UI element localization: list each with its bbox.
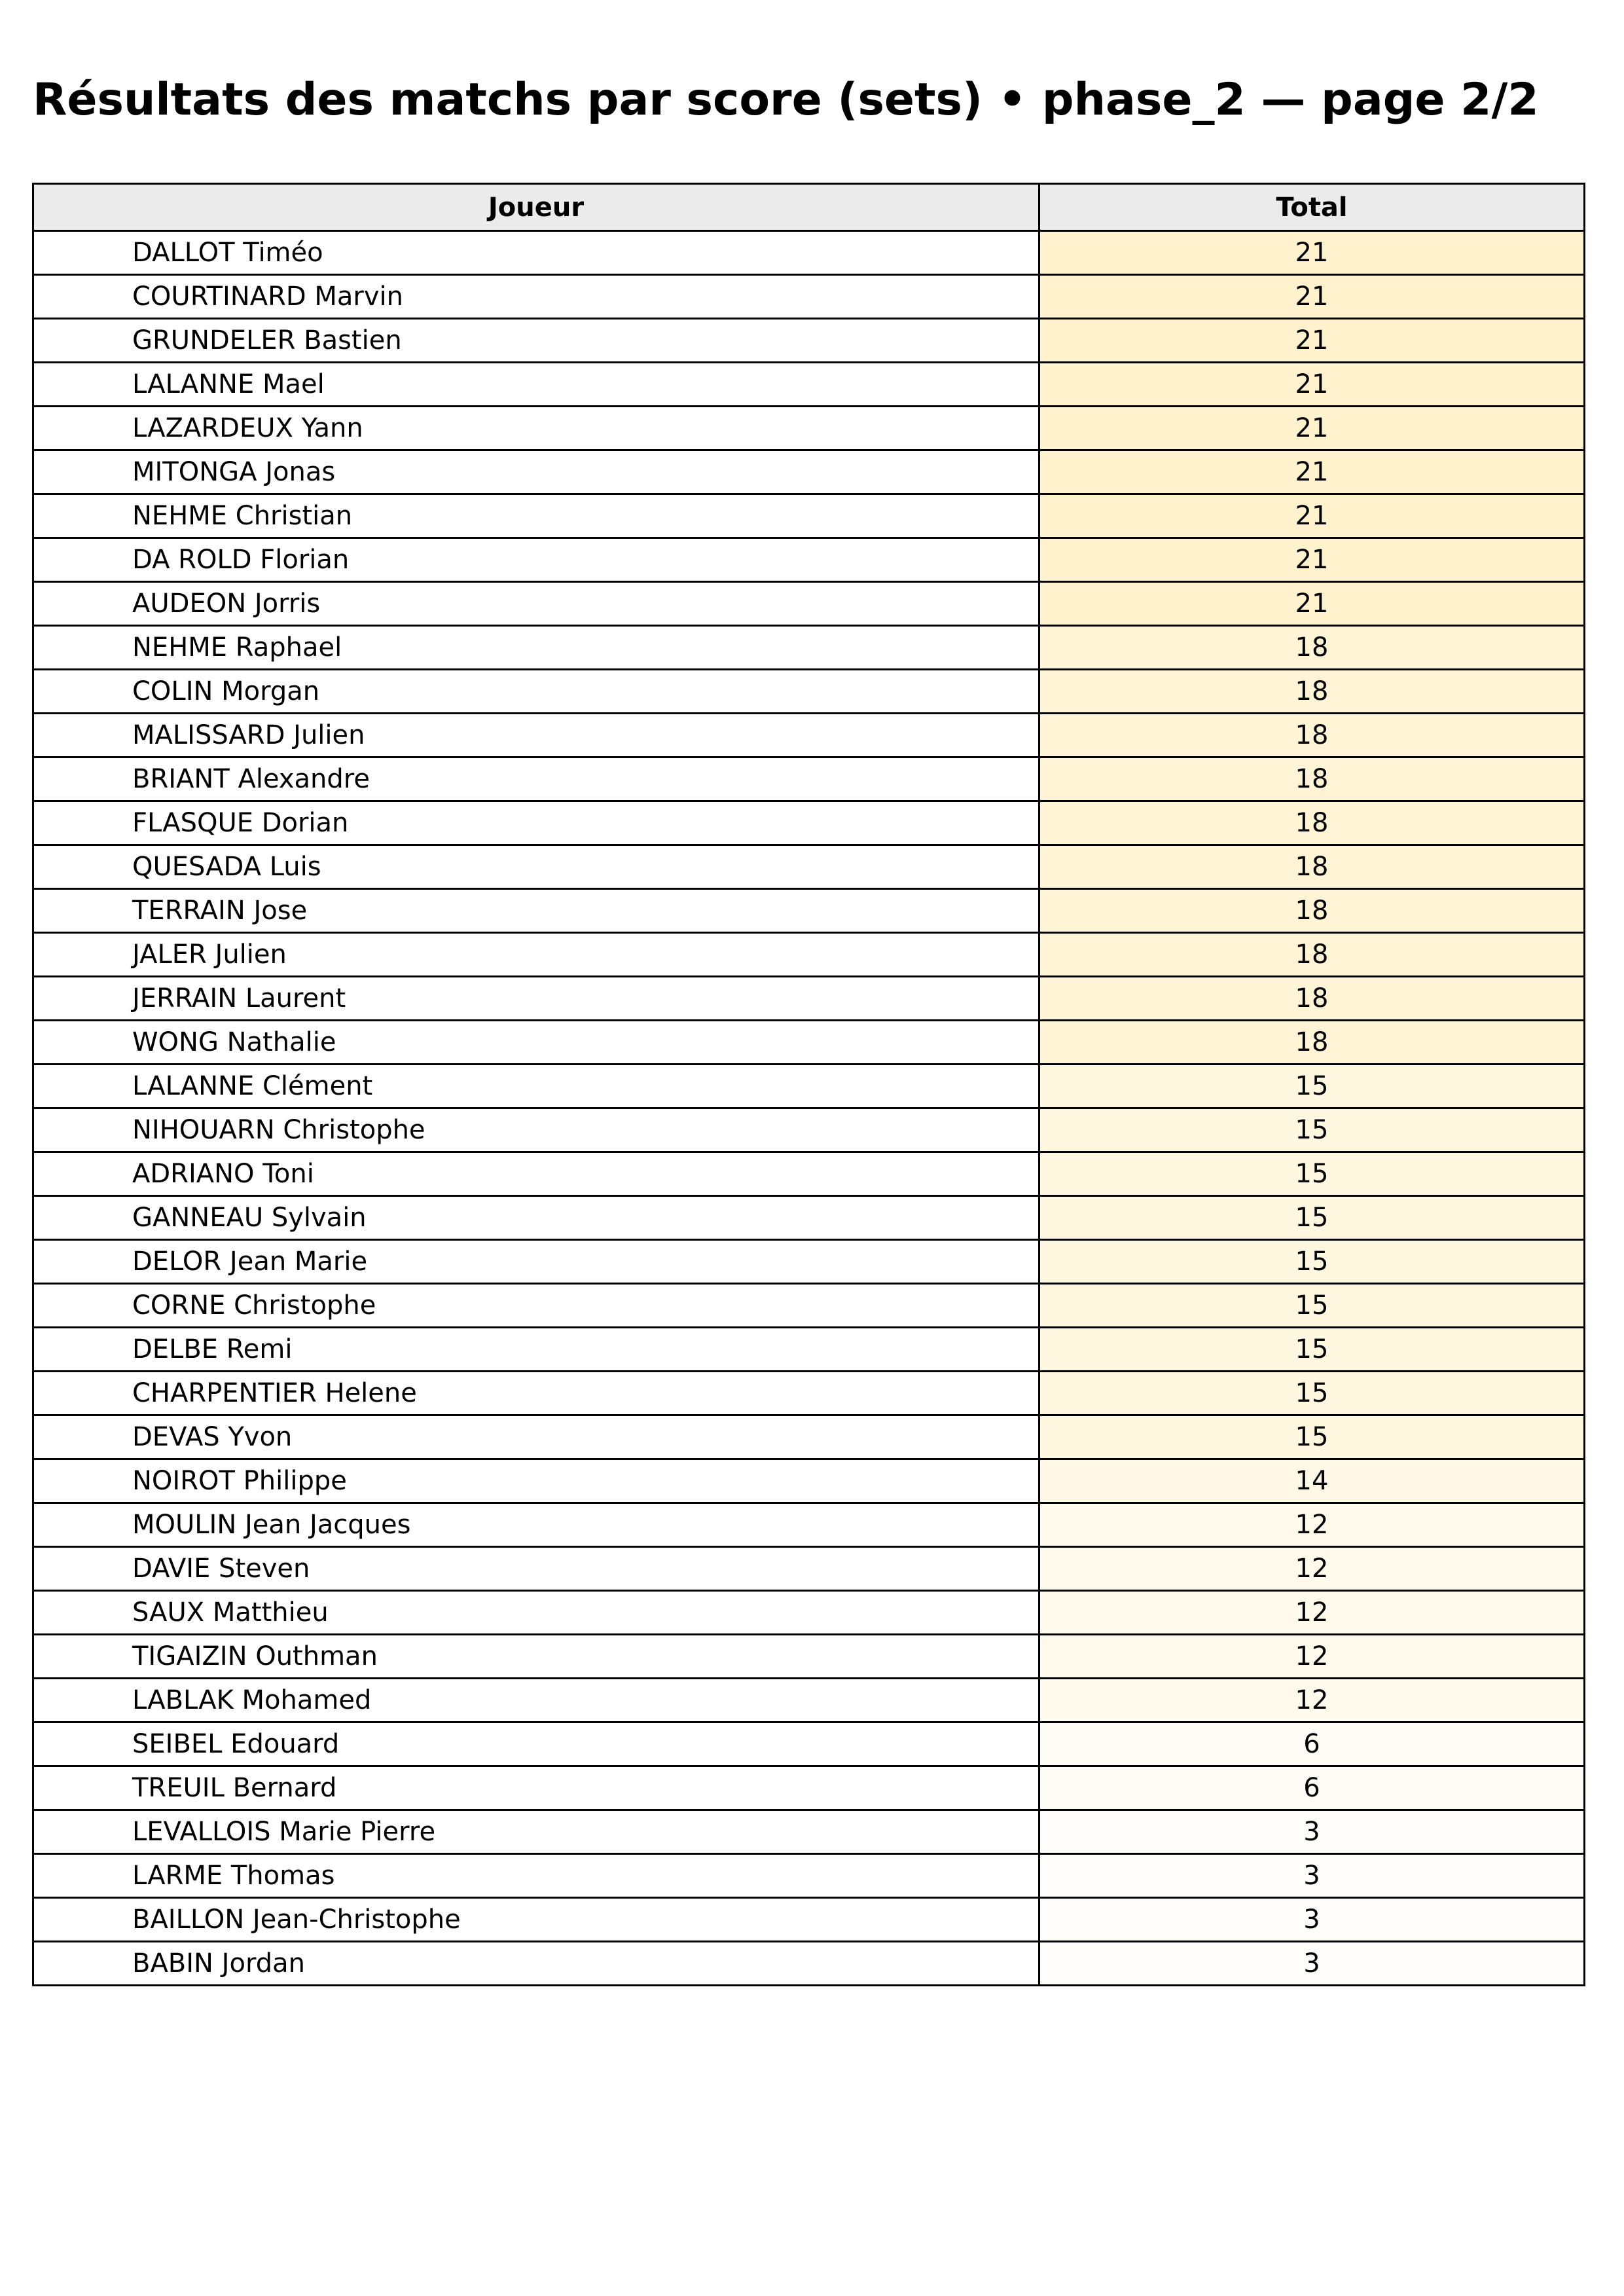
- table-row: [33, 1766, 1585, 1810]
- player-name-cell: CHARPENTIER Helene: [33, 1372, 1039, 1415]
- total-cell: 3: [1039, 1810, 1585, 1854]
- total-cell: 12: [1039, 1635, 1585, 1679]
- total-cell: 21: [1039, 494, 1585, 538]
- player-name-cell: FLASQUE Dorian: [33, 801, 1039, 845]
- total-cell: 12: [1039, 1679, 1585, 1722]
- table-row: [33, 319, 1585, 363]
- table-row: [33, 670, 1585, 714]
- player-name-cell: DALLOT Timéo: [33, 231, 1039, 275]
- table-row: [33, 1854, 1585, 1898]
- table-header: [33, 184, 1585, 231]
- table-row: [33, 1810, 1585, 1854]
- table-row: [33, 1898, 1585, 1942]
- table-row: [33, 1591, 1585, 1635]
- column-header-total: Total: [1039, 184, 1585, 231]
- total-cell: 18: [1039, 1021, 1585, 1065]
- total-cell: 15: [1039, 1065, 1585, 1108]
- total-cell: 12: [1039, 1547, 1585, 1591]
- table-row: [33, 363, 1585, 407]
- player-name-cell: DA ROLD Florian: [33, 538, 1039, 582]
- total-cell: 6: [1039, 1722, 1585, 1766]
- total-cell: 18: [1039, 626, 1585, 670]
- player-name-cell: SAUX Matthieu: [33, 1591, 1039, 1635]
- player-name-cell: DELOR Jean Marie: [33, 1240, 1039, 1284]
- total-cell: 18: [1039, 889, 1585, 933]
- total-cell: 18: [1039, 977, 1585, 1021]
- player-name-cell: DELBE Remi: [33, 1328, 1039, 1372]
- table-row: [33, 1942, 1585, 1986]
- table-row: [33, 450, 1585, 494]
- total-cell: 21: [1039, 450, 1585, 494]
- total-cell: 12: [1039, 1503, 1585, 1547]
- table-row: [33, 977, 1585, 1021]
- table-row: [33, 1240, 1585, 1284]
- total-cell: 15: [1039, 1240, 1585, 1284]
- total-cell: 15: [1039, 1152, 1585, 1196]
- total-cell: 21: [1039, 275, 1585, 319]
- table-row: [33, 275, 1585, 319]
- total-cell: 15: [1039, 1415, 1585, 1459]
- table-row: [33, 801, 1585, 845]
- player-name-cell: BABIN Jordan: [33, 1942, 1039, 1986]
- page-title: Résultats des matchs par score (sets) • phase_2 — page 2/2: [33, 74, 1539, 126]
- total-cell: 21: [1039, 407, 1585, 450]
- total-cell: 21: [1039, 363, 1585, 407]
- player-name-cell: QUESADA Luis: [33, 845, 1039, 889]
- total-cell: 15: [1039, 1196, 1585, 1240]
- total-cell: 21: [1039, 231, 1585, 275]
- table-row: [33, 1679, 1585, 1722]
- table-row: [33, 1459, 1585, 1503]
- total-cell: 15: [1039, 1372, 1585, 1415]
- player-name-cell: BRIANT Alexandre: [33, 757, 1039, 801]
- player-name-cell: LALANNE Clément: [33, 1065, 1039, 1108]
- total-cell: 3: [1039, 1942, 1585, 1986]
- player-name-cell: LEVALLOIS Marie Pierre: [33, 1810, 1039, 1854]
- table-body: [33, 231, 1585, 1986]
- total-cell: 3: [1039, 1854, 1585, 1898]
- total-cell: 18: [1039, 670, 1585, 714]
- total-cell: 14: [1039, 1459, 1585, 1503]
- table-row: [33, 1547, 1585, 1591]
- player-name-cell: GANNEAU Sylvain: [33, 1196, 1039, 1240]
- player-name-cell: JERRAIN Laurent: [33, 977, 1039, 1021]
- table-row: [33, 1372, 1585, 1415]
- player-name-cell: LABLAK Mohamed: [33, 1679, 1039, 1722]
- total-cell: 21: [1039, 582, 1585, 626]
- table-row: [33, 889, 1585, 933]
- player-name-cell: MALISSARD Julien: [33, 714, 1039, 757]
- player-name-cell: SEIBEL Edouard: [33, 1722, 1039, 1766]
- table-row: [33, 1415, 1585, 1459]
- player-name-cell: TIGAIZIN Outhman: [33, 1635, 1039, 1679]
- results-table: [32, 183, 1585, 1986]
- table-row: [33, 1152, 1585, 1196]
- total-cell: 21: [1039, 538, 1585, 582]
- table-row: [33, 1196, 1585, 1240]
- table-row: [33, 1722, 1585, 1766]
- player-name-cell: NEHME Raphael: [33, 626, 1039, 670]
- player-name-cell: DEVAS Yvon: [33, 1415, 1039, 1459]
- player-name-cell: COURTINARD Marvin: [33, 275, 1039, 319]
- table-row: [33, 1065, 1585, 1108]
- total-cell: 3: [1039, 1898, 1585, 1942]
- player-name-cell: JALER Julien: [33, 933, 1039, 977]
- player-name-cell: LALANNE Mael: [33, 363, 1039, 407]
- total-cell: 18: [1039, 933, 1585, 977]
- player-name-cell: BAILLON Jean-Christophe: [33, 1898, 1039, 1942]
- player-name-cell: ADRIANO Toni: [33, 1152, 1039, 1196]
- table-row: [33, 494, 1585, 538]
- player-name-cell: CORNE Christophe: [33, 1284, 1039, 1328]
- table-row: [33, 407, 1585, 450]
- total-cell: 18: [1039, 801, 1585, 845]
- player-name-cell: LARME Thomas: [33, 1854, 1039, 1898]
- total-cell: 15: [1039, 1108, 1585, 1152]
- total-cell: 21: [1039, 319, 1585, 363]
- header-row: [33, 184, 1585, 231]
- total-cell: 12: [1039, 1591, 1585, 1635]
- player-name-cell: MOULIN Jean Jacques: [33, 1503, 1039, 1547]
- player-name-cell: WONG Nathalie: [33, 1021, 1039, 1065]
- table-row: [33, 1108, 1585, 1152]
- table-row: [33, 1635, 1585, 1679]
- table-row: [33, 1503, 1585, 1547]
- table-row: [33, 538, 1585, 582]
- table-row: [33, 933, 1585, 977]
- player-name-cell: COLIN Morgan: [33, 670, 1039, 714]
- player-name-cell: LAZARDEUX Yann: [33, 407, 1039, 450]
- player-name-cell: MITONGA Jonas: [33, 450, 1039, 494]
- player-name-cell: AUDEON Jorris: [33, 582, 1039, 626]
- player-name-cell: NIHOUARN Christophe: [33, 1108, 1039, 1152]
- table-row: [33, 1328, 1585, 1372]
- total-cell: 18: [1039, 714, 1585, 757]
- player-name-cell: DAVIE Steven: [33, 1547, 1039, 1591]
- total-cell: 18: [1039, 845, 1585, 889]
- total-cell: 15: [1039, 1328, 1585, 1372]
- table-row: [33, 582, 1585, 626]
- player-name-cell: TREUIL Bernard: [33, 1766, 1039, 1810]
- table-row: [33, 845, 1585, 889]
- table-row: [33, 714, 1585, 757]
- table-row: [33, 1284, 1585, 1328]
- table-row: [33, 626, 1585, 670]
- table-row: [33, 231, 1585, 275]
- player-name-cell: NEHME Christian: [33, 494, 1039, 538]
- total-cell: 6: [1039, 1766, 1585, 1810]
- table-row: [33, 1021, 1585, 1065]
- player-name-cell: NOIROT Philippe: [33, 1459, 1039, 1503]
- player-name-cell: TERRAIN Jose: [33, 889, 1039, 933]
- table-row: [33, 757, 1585, 801]
- player-name-cell: GRUNDELER Bastien: [33, 319, 1039, 363]
- total-cell: 15: [1039, 1284, 1585, 1328]
- total-cell: 18: [1039, 757, 1585, 801]
- column-header-player: Joueur: [33, 184, 1039, 231]
